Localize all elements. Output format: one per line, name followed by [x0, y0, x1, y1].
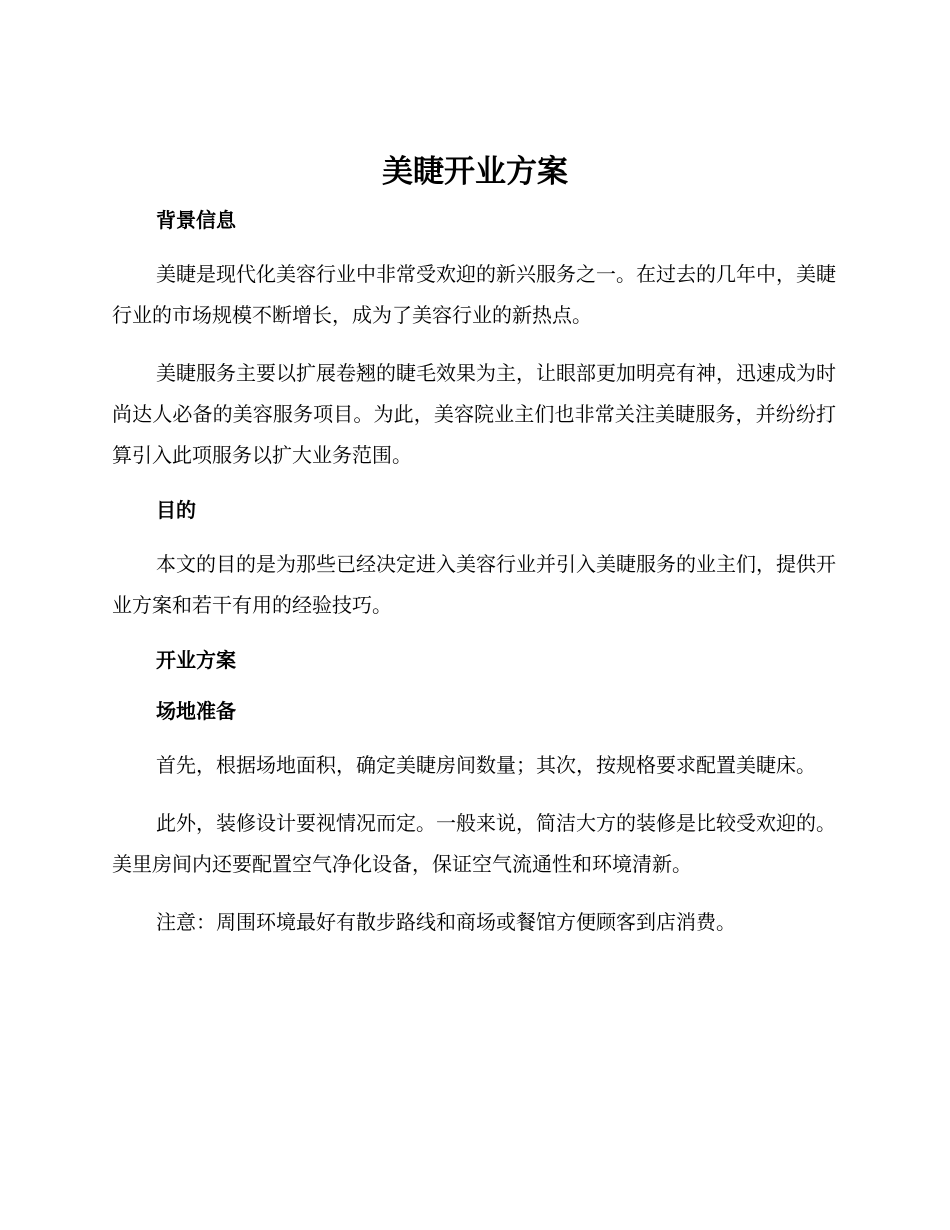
- heading-purpose: 目的: [156, 498, 196, 522]
- paragraph-purpose-1: 本文的目的是为那些已经决定进入美容行业并引入美睫服务的业主们，提供开业方案和若干有用的经验技巧。: [112, 552, 836, 617]
- document-title: 美睫开业方案: [382, 154, 568, 190]
- heading-venue: 场地准备: [156, 699, 236, 723]
- paragraph-venue-note: 注意：周围环境最好有散步路线和商场或餐馆方便顾客到店消费。: [156, 910, 736, 934]
- heading-plan: 开业方案: [156, 648, 236, 672]
- paragraph-venue-1: 首先，根据场地面积，确定美睫房间数量；其次，按规格要求配置美睫床。: [156, 753, 816, 777]
- heading-background: 背景信息: [156, 208, 236, 232]
- paragraph-background-2: 美睫服务主要以扩展卷翘的睫毛效果为主，让眼部更加明亮有神，迅速成为时尚达人必备的美容服务项目。为此，美容院业主们也非常关注美睫服务，并纷纷打算引入此项服务以扩大业务范围。: [112, 361, 836, 467]
- paragraph-venue-2: 此外，装修设计要视情况而定。一般来说，简洁大方的装修是比较受欢迎的。美里房间内还要配置空气净化设备，保证空气流通性和环境清新。: [112, 811, 836, 876]
- paragraph-background-1: 美睫是现代化美容行业中非常受欢迎的新兴服务之一。在过去的几年中，美睫行业的市场规模不断增长，成为了美容行业的新热点。: [112, 262, 836, 327]
- document-body: [112, 203, 836, 960]
